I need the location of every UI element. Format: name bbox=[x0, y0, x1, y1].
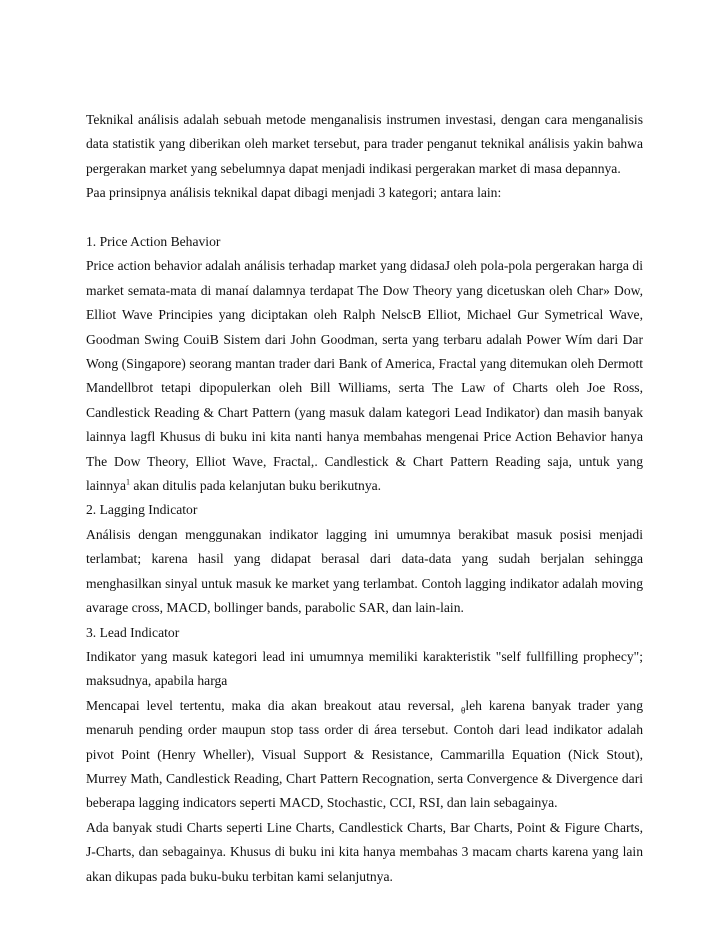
lead-continuation-paragraph bbox=[86, 694, 643, 816]
odd-glyph: θ bbox=[461, 705, 466, 716]
intro-paragraph: Teknikal análisis adalah sebuah metode menganalisis instrumen investasi, dengan cara menganalisis data statistik yang diberikan oleh market tersebut, para trader penganut teknikal análisis yakin bahwa pergerakan market yang sebelumnya dapat menjadi indikasi pergerakan market di masa depannya. bbox=[86, 112, 643, 176]
charts-paragraph: Ada banyak studi Charts seperti Line Charts, Candlestick Charts, Bar Charts, Point & Figure Charts, J-Charts, dan sebagainya. Khusus di buku ini kita hanya membahas 3 macam charts karena yang lain akan dikupas pada buku-buku terbitan kami selanjutnya. bbox=[86, 819, 643, 884]
heading-lead: 3. Lead Indicator bbox=[86, 624, 180, 640]
lagging-paragraph: Análisis dengan menggunakan indikator lagging ini umumnya berakibat masuk posisi menjadi terlambat; karena hasil yang didapat berasal dari data-data yang sudah berjalan sehingga menghasilkan sinyal untuk masuk ke market yang terlambat. Contoh lagging indikator adalah moving avarage cross, MACD, bollinger bands, parabolic SAR, dan lain-lain. bbox=[86, 526, 643, 616]
price-action-paragraph bbox=[86, 254, 643, 498]
heading-price-action: 1. Price Action Behavior bbox=[86, 234, 221, 250]
lead-continuation-text: Mencapai level tertentu, maka dia akan breakout atau reversal, bbox=[86, 697, 462, 713]
heading-lagging: 2. Lagging Indicator bbox=[86, 502, 198, 518]
footnote-marker: 1 bbox=[126, 477, 131, 487]
document-body bbox=[86, 108, 643, 889]
blank-line bbox=[86, 206, 643, 230]
price-action-text-end: akan ditulis pada kelanjutan buku berikutnya. bbox=[130, 478, 382, 494]
lead-continuation-text-end: leh karena banyak trader yang menaruh pending order maupun stop tass order di área tersebut. Contoh dari lead indikator adalah pivot Point (Henry Wheller), Visual Support & Resistance, Cammarilla Equation (Nick Stout), Murrey Math, Candlestick Reading, Chart Pattern Recognation, serta Convergence & Divergence dari beberapa lagging indicators seperti MACD, Stochastic, CCI, RSI, dan lain sebagainya. bbox=[86, 697, 643, 811]
lead-paragraph: Indikator yang masuk kategori lead ini umumnya memiliki karakteristik "self fullfilling prophecy"; maksudnya, apabila harga bbox=[86, 648, 643, 689]
categories-intro: Paa prinsipnya análisis teknikal dapat dibagi menjadi 3 kategori; antara lain: bbox=[86, 185, 502, 201]
price-action-text: Price action behavior adalah análisis terhadap market yang didasaJ oleh pola-pola pergerakan harga di market semata-mata di manaí dalamnya terdapat The Dow Theory yang dicetuskan oleh Char» Dow, Elliot Wave Principies yang diciptakan oleh Ralph NelscB Elliot, Michael Gur Symetrical Wave, Goodman Swing CouiB Sistem dari John Goodman, serta yang terbaru adalah Power Wím dari Dar Wong (Singapore) seorang mantan trader dari Bank of America, Fractal yang ditemukan oleh Dermott Mandellbrot tetapi dipopulerkan oleh Bill Williams, serta The Law of Charts oleh Joe Ross, Candlestick Reading & Chart Pattern (yang masuk dalam kategori Lead Indikator) dan masih banyak lainnya lagfl Khusus di buku ini kita nanti hanya membahas mengenai Price Action Behavior hanya The Dow Theory, Elliot Wave, Fractal,. Candlestick & Chart Pattern Reading saja, untuk yang lainnya bbox=[86, 258, 643, 494]
